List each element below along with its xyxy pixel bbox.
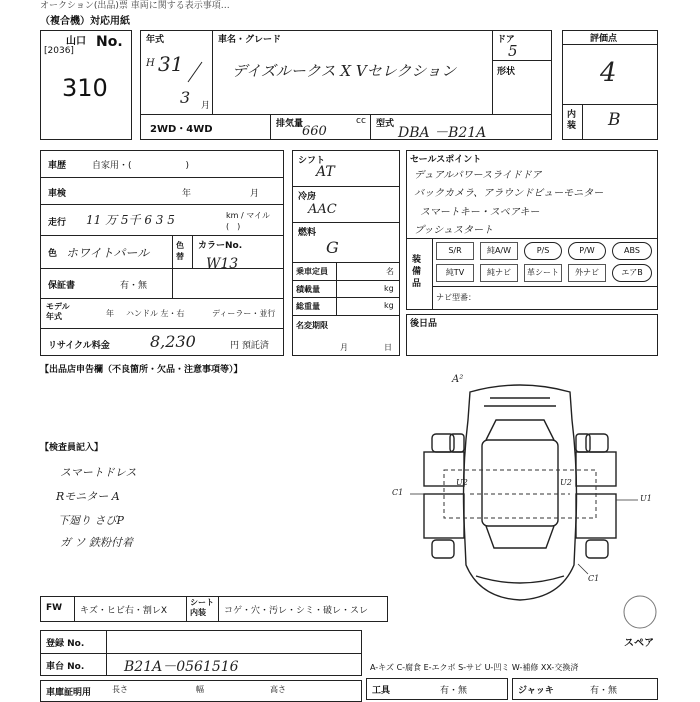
name-change-day: 日 xyxy=(384,343,392,352)
diagram-u2-right: U2 xyxy=(560,478,572,487)
name-change-month: 月 xyxy=(340,343,348,352)
model-name-value: デイズルークス X Vセレクション xyxy=(232,62,457,80)
doors-label: ドア xyxy=(497,35,515,45)
sales-point-line-1: デュアルパワースライドドア xyxy=(414,170,542,181)
month-unit: 月 xyxy=(201,101,211,111)
mileage-label: 走行 xyxy=(48,218,67,228)
equip-abs: ABS xyxy=(612,242,652,260)
color-code-label: カラーNo. xyxy=(198,241,243,251)
fuel-label: 燃料 xyxy=(298,228,317,238)
color-code: W13 xyxy=(206,256,239,272)
defects-label: コゲ・穴・汚レ・シミ・破レ・スレ xyxy=(224,606,369,616)
garage-label: 車庫証明用 xyxy=(46,688,92,698)
chassis-label: 車台 No. xyxy=(46,662,85,672)
score-label: 評価点 xyxy=(590,34,618,44)
displacement-unit: cc xyxy=(356,116,366,126)
jack-value: 有・無 xyxy=(590,686,618,696)
equip-leather-seat: 革シート xyxy=(524,264,562,282)
year-month: 3 xyxy=(180,88,191,107)
equip-genuine-tv: 純TV xyxy=(436,264,474,282)
color-changed-label: 色替 xyxy=(176,241,184,261)
color-label: 色 xyxy=(48,249,58,259)
equip-aftermarket-navi: 外ナビ xyxy=(568,264,606,282)
recycle-value: 8,230 xyxy=(150,332,196,351)
tools-value: 有・無 xyxy=(440,686,468,696)
venue-label: 山口 xyxy=(66,36,86,47)
year-value: 31 xyxy=(158,52,184,76)
inspector-note-3: 下廻り さびP xyxy=(58,514,124,527)
fuel-value: G xyxy=(326,238,339,257)
type-label: 型式 xyxy=(376,119,395,129)
model-year-year: 年 xyxy=(106,309,114,318)
drive-label: 2WD・4WD xyxy=(150,124,213,135)
history-label: 車歴 xyxy=(48,161,67,171)
seat-label: シート内装 xyxy=(190,598,214,617)
lot-code: [2036] xyxy=(44,46,74,56)
sales-point-line-4: プッシュスタート xyxy=(414,225,494,236)
weight-label: 総重量 xyxy=(296,302,320,311)
lot-number: 310 xyxy=(62,74,108,102)
equip-genuine-aw: 純A/W xyxy=(480,242,518,260)
inspector-notes-label: 【検査員記入】 xyxy=(40,443,104,453)
load-label: 積載量 xyxy=(296,285,320,294)
inspection-label: 車検 xyxy=(48,189,67,199)
name-change-label: 名変期限 xyxy=(296,321,328,330)
garage-width: 幅 xyxy=(196,685,204,694)
scratch-label: キズ・ヒビ右・割レX xyxy=(80,606,167,616)
equip-genuine-navi: 純ナビ xyxy=(480,264,518,282)
score-value: 4 xyxy=(600,58,617,88)
displacement-value: 660 xyxy=(302,124,327,139)
jack-label: ジャッキ xyxy=(518,686,554,696)
inspector-note-2: Rモニター A xyxy=(56,490,120,503)
shape-label: 形状 xyxy=(497,67,516,77)
equip-airbag: エアB xyxy=(612,264,652,282)
sales-point-line-2: バックカメラ、アラウンドビューモニター xyxy=(414,188,604,199)
registration-label: 登録 No. xyxy=(46,639,85,649)
diagram-u1-right: U1 xyxy=(640,494,652,503)
inspection-month: 月 xyxy=(250,189,260,199)
sales-point-line-3: スマートキー・スペアキー xyxy=(420,207,540,218)
color-value: ホワイトパール xyxy=(66,246,150,260)
diagram-c1-left: C1 xyxy=(392,488,404,497)
inspector-note-1: スマートドレス xyxy=(60,466,137,479)
header-top-line: オークション(出品)票 車両に関する表示事項… xyxy=(40,1,230,11)
displacement-label: 排気量 xyxy=(276,119,304,129)
interior-label: 内装 xyxy=(567,110,577,131)
year-label: 年式 xyxy=(146,35,165,45)
shift-value: AT xyxy=(316,164,335,180)
garage-height: 高さ xyxy=(270,685,286,694)
warranty-value: 有・無 xyxy=(120,281,148,291)
dealer: ディーラー・並行 xyxy=(212,309,276,318)
fw-label: FW xyxy=(46,603,63,613)
spare-label: スペア xyxy=(624,638,654,649)
shift-label: シフト xyxy=(298,156,326,166)
chassis-value: B21A－0561516 xyxy=(124,659,239,675)
after-fit-label: 後日品 xyxy=(410,319,438,329)
damage-legend: A-キズ C-腐食 E-エクボ S-サビ U-凹ミ W-補修 XX-交換済 xyxy=(370,663,579,672)
diagram-c1-bottom: C1 xyxy=(588,574,600,583)
warranty-label: 保証書 xyxy=(48,281,76,291)
recycle-label: リサイクル料金 xyxy=(48,341,110,351)
equip-sr: S/R xyxy=(436,242,474,260)
passengers-unit: 名 xyxy=(386,267,394,276)
mileage-value: 11 万 5千 6 3 5 xyxy=(86,213,175,227)
equip-ps: P/S xyxy=(524,242,562,260)
no-label: No. xyxy=(96,34,123,50)
garage-length: 長さ xyxy=(112,685,128,694)
model-name-label: 車名・グレード xyxy=(218,35,282,45)
diagram-front-mark: A² xyxy=(452,374,464,385)
inspector-note-4: ガ ソ 鉄粉付着 xyxy=(60,536,133,549)
aircon-label: 冷房 xyxy=(298,192,317,202)
equipment-label: 装備品 xyxy=(412,255,422,289)
model-year-label: モデル年式 xyxy=(46,302,70,321)
type-value: DBA －B21A xyxy=(398,125,487,141)
equip-pw: P/W xyxy=(568,242,606,260)
history-value: 自家用・( ) xyxy=(92,161,190,171)
form-title: （複合機）対応用紙 xyxy=(40,16,130,27)
aircon-value: AAC xyxy=(308,202,337,217)
diagram-u2-left: U2 xyxy=(456,478,468,487)
interior-value: B xyxy=(608,110,621,130)
tools-label: 工具 xyxy=(372,686,391,696)
handle: ハンドル 左・右 xyxy=(126,309,185,318)
year-era: H xyxy=(146,58,155,69)
weight-unit: kg xyxy=(384,301,394,310)
inspection-year: 年 xyxy=(182,189,192,199)
doors-value: 5 xyxy=(508,42,518,60)
sales-points-label: セールスポイント xyxy=(410,155,482,165)
load-unit: kg xyxy=(384,284,394,293)
mileage-unit: km / マイル( ) xyxy=(226,211,271,231)
navi-model-label: ナビ型番： xyxy=(436,293,476,302)
passengers-label: 乗車定員 xyxy=(296,267,328,276)
recycle-unit: 円 預託済 xyxy=(230,341,269,351)
seller-notes-label: 【出品店申告欄（不良箇所・欠品・注意事項等）】 xyxy=(40,365,243,375)
